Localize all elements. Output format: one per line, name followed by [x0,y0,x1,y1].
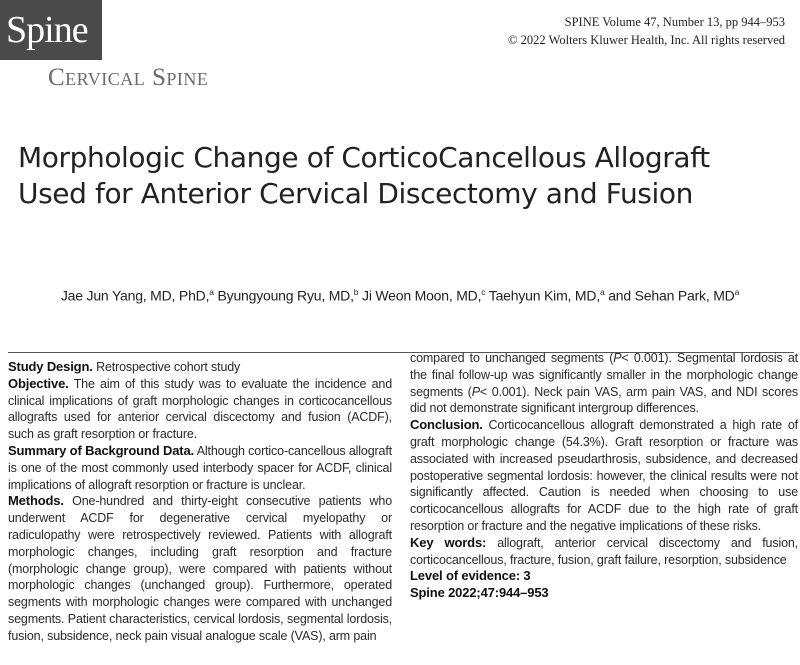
author: Byungyoung Ryu, MD, [217,287,354,304]
journal-logo: Spine [0,0,102,60]
level-value: 3 [523,568,531,584]
study-design [8,359,392,376]
author: Jae Jun Yang, MD, PhD, [60,287,210,304]
abstract [8,351,799,665]
section-heading: Study Design. [8,359,93,374]
background [8,443,392,493]
section-text: The aim of this study was to evaluate the incidence and clinical implications of graft morphologic changes in corticocancellous allografts used for anterior cervical discectomy and fusion (ACDF), such as graft resorption or fracture. [8,376,392,442]
section-heading: Key words: [410,534,487,550]
results-continued [410,350,798,417]
affiliation-marker: a [734,287,740,297]
p-symbol: P [613,351,622,365]
author: Ji Weon Moon, MD, [362,287,482,304]
section-text: allograft, anterior cervical discectomy and fusion, corticocancellous, fracture, fusion, graft failure, resorption, subsidence [410,535,798,567]
objective [8,376,392,443]
section-heading: Conclusion. [410,417,483,433]
journal-volume-line: SPINE Volume 47, Number 13, pp 944–953 [564,15,785,29]
affiliation-marker: a [599,287,605,297]
conclusion [410,417,798,535]
keywords [410,535,798,569]
section-text: Retrospective cohort study [96,360,241,374]
abstract-right-column [410,350,798,602]
section-text: Although cortico-cancellous allograft is one of the most commonly used interbody spacer for ACDF, clinical implications of allograft resorption or fracture is unclear. [8,443,392,492]
level-of-evidence [410,568,798,585]
section-text: One-hundred and thirty-eight consecutive patients who underwent ACDF for degenerative cervical myelopathy or radiculopathy were retrospectively reviewed. Patients with allograft morphologic changes, including graft resorption and fracture (morphologic change group), were compared with patients without morphologic changes (unchanged group). Furthermore, operated segments with morphologic changes were compared with unchanged segments. Patient characteristics, cervical lordosis, segmental lordosis, fusion, subsidence, neck pain visual analogue scale (VAS), arm pain [8,494,392,643]
section-heading: Summary of Background Data. [8,442,195,458]
results-text: compared to unchanged segments ( [410,351,614,365]
abstract-left-column [8,359,392,645]
results-text: < 0.001). Segmental lordosis at the final follow-up was significantly smaller in the morphologic change segments ( [410,351,799,399]
affiliation-marker: b [353,287,359,297]
section-label: Cervical Spine [48,64,209,91]
section-heading: Methods. [8,493,64,509]
p-symbol: P [471,384,480,399]
affiliation-marker: a [209,287,214,297]
citation: Spine 2022;47:944–953 [410,585,549,601]
author: and Sehan Park, MD [608,287,735,304]
affiliation-marker: c [481,287,486,297]
journal-info [508,13,785,49]
copyright-line: © 2022 Wolters Kluwer Health, Inc. All rights reserved [508,33,785,47]
section-heading: Objective. [8,375,69,391]
methods [8,493,392,644]
author: Taehyun Kim, MD, [488,287,600,304]
article-title: Morphologic Change of CorticoCancellous Allograft Used for Anterior Cervical Discectomy and Fusion [18,141,710,210]
section-heading: Level of evidence: [410,568,521,584]
section-text: Corticocancellous allograft demonstrated a high rate of graft morphologic change (54.3%). Graft resorption or fracture was associated with increased pseudarthrosis, subsidence, and decreased postoperative segmental lordosis: however, the clinical results were not significantly affected. Caution is needed when choosing to use corticocancellous allografts for ACDF due to the high rate of graft resorption or fracture and the negative implications of these risks. [410,418,799,533]
results-text: < 0.001). Neck pain VAS, arm pain VAS, and NDI scores did not demonstrate significant intergroup differences. [410,384,798,416]
author-list [0,287,800,304]
